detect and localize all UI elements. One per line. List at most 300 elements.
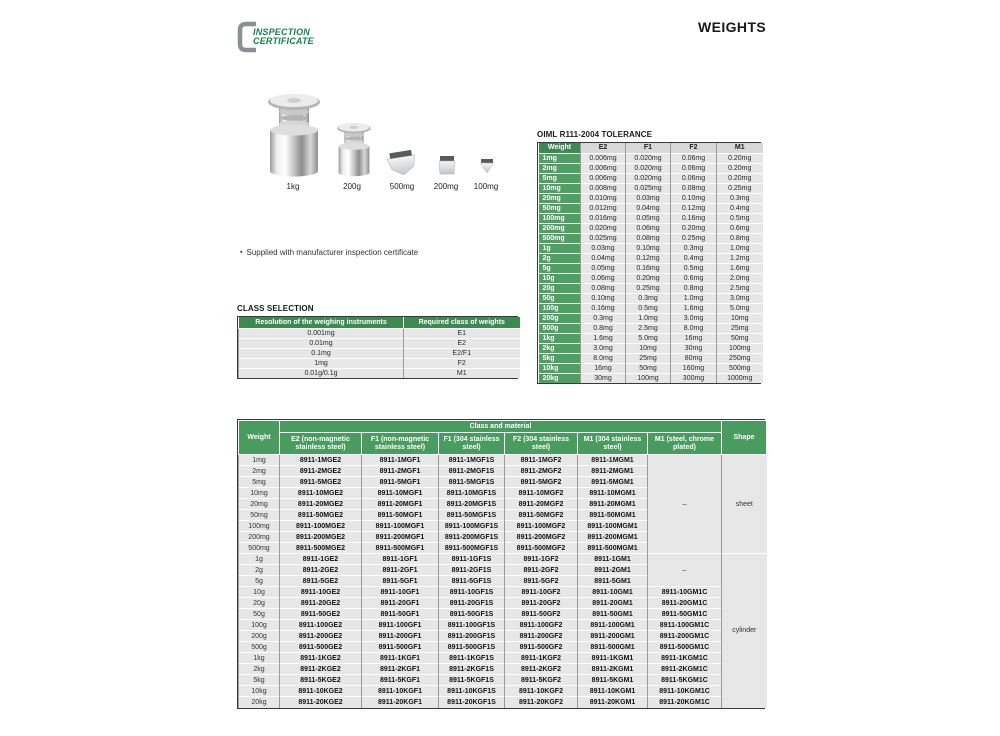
part-number: 8911-10KGF1S — [439, 686, 505, 697]
tolerance-value: 0.08mg — [581, 283, 626, 293]
tolerance-value: 0.8mg — [717, 233, 763, 243]
part-number: 8911-10GF1S — [439, 587, 505, 598]
main-weight: 1kg — [239, 653, 280, 664]
part-number: 8911-1MGM1 — [578, 455, 648, 466]
part-number: 8911-2MGF2 — [505, 466, 578, 477]
part-number: 8911-20GF2 — [505, 598, 578, 609]
table-row — [239, 653, 767, 664]
tolerance-value: 0.016mg — [581, 213, 626, 223]
tolerance-value: 0.3mg — [581, 313, 626, 323]
part-number: 8911-1GM1 — [578, 554, 648, 565]
part-number: 8911-20GE2 — [280, 598, 362, 609]
part-number: 8911-50GM1 — [578, 609, 648, 620]
tolerance-value: 0.20mg — [626, 273, 671, 283]
main-weight: 1g — [239, 554, 280, 565]
tolerance-value: 2.5mg — [717, 283, 763, 293]
tolerance-value: 0.12mg — [671, 203, 717, 213]
page-title: WEIGHTS — [698, 19, 767, 35]
tolerance-section — [537, 130, 761, 384]
part-number: 8911-10KGF1 — [362, 686, 439, 697]
tolerance-value: 0.10mg — [581, 293, 626, 303]
tolerance-header: F1 — [626, 143, 671, 153]
main-header-material: M1 (304 stainless steel) — [578, 433, 648, 455]
tolerance-weight: 20g — [539, 283, 581, 293]
part-number-table — [238, 420, 767, 708]
tolerance-weight: 2mg — [539, 163, 581, 173]
tolerance-header: F2 — [671, 143, 717, 153]
part-number: 8911-5MGE2 — [280, 477, 362, 488]
part-number: 8911-10KGM1C — [648, 686, 722, 697]
tolerance-value: 300mg — [671, 373, 717, 383]
tolerance-value: 0.03mg — [626, 193, 671, 203]
main-weight: 500g — [239, 642, 280, 653]
tolerance-value: 0.25mg — [717, 183, 763, 193]
tolerance-value: 0.06mg — [671, 173, 717, 183]
part-number: 8911-200MGE2 — [280, 532, 362, 543]
tolerance-value: 0.06mg — [626, 223, 671, 233]
tolerance-value: 0.20mg — [717, 173, 763, 183]
shape-value: cylinder — [722, 554, 767, 708]
class-selection-value: 0.1mg — [239, 348, 404, 358]
part-number: 8911-1KGF2 — [505, 653, 578, 664]
tolerance-value: 0.16mg — [581, 303, 626, 313]
part-number: 8911-500MGF2 — [505, 543, 578, 554]
class-selection-header: Required class of weights — [404, 317, 520, 328]
part-number: 8911-1GF1 — [362, 554, 439, 565]
weight-image-1kg — [266, 92, 322, 178]
part-number: 8911-2MGM1 — [578, 466, 648, 477]
part-number: 8911-10GM1 — [578, 587, 648, 598]
table-row — [239, 455, 767, 466]
part-number: 8911-5GF1 — [362, 576, 439, 587]
tolerance-value: 0.3mg — [626, 293, 671, 303]
part-number: 8911-10GF2 — [505, 587, 578, 598]
main-header-material: F2 (304 stainless steel) — [505, 433, 578, 455]
part-number: 8911-1KGM1 — [578, 653, 648, 664]
part-number: 8911-500GE2 — [280, 642, 362, 653]
tolerance-weight: 100g — [539, 303, 581, 313]
weight-label-200mg: 200mg — [433, 182, 459, 191]
part-number: 8911-10MGE2 — [280, 488, 362, 499]
part-number: 8911-5KGF1 — [362, 675, 439, 686]
part-number: 8911-200GM1 — [578, 631, 648, 642]
tolerance-value: 30mg — [671, 343, 717, 353]
class-selection-value: E1 — [404, 328, 520, 338]
main-header-weight: Weight — [239, 421, 280, 455]
product-images — [262, 90, 512, 198]
tolerance-value: 0.008mg — [581, 183, 626, 193]
tolerance-weight: 20kg — [539, 373, 581, 383]
tolerance-value: 160mg — [671, 363, 717, 373]
part-number: 8911-1KGM1C — [648, 653, 722, 664]
part-number: 8911-5KGF1S — [439, 675, 505, 686]
part-number: 8911-1MGF1 — [362, 455, 439, 466]
part-number: 8911-2GE2 — [280, 565, 362, 576]
class-selection-value: 1mg — [239, 358, 404, 368]
part-number: 8911-500GF2 — [505, 642, 578, 653]
tolerance-value: 0.16mg — [626, 263, 671, 273]
tolerance-weight: 5mg — [539, 173, 581, 183]
part-number: 8911-100MGF1S — [439, 521, 505, 532]
part-number: 8911-200GF1S — [439, 631, 505, 642]
part-number: 8911-10MGF2 — [505, 488, 578, 499]
tolerance-value: 0.20mg — [717, 163, 763, 173]
tolerance-value: 0.10mg — [626, 243, 671, 253]
tolerance-value: 0.20mg — [717, 153, 763, 163]
part-number: 8911-20MGM1 — [578, 499, 648, 510]
tolerance-value: 3.0mg — [581, 343, 626, 353]
tolerance-value: 80mg — [671, 353, 717, 363]
class-selection-value: 0.001mg — [239, 328, 404, 338]
main-weight: 20mg — [239, 499, 280, 510]
tolerance-weight: 500mg — [539, 233, 581, 243]
part-number: 8911-50MGF2 — [505, 510, 578, 521]
tolerance-weight: 1g — [539, 243, 581, 253]
class-selection-header: Resolution of the weighing instruments — [239, 317, 404, 328]
part-number: 8911-500MGF1S — [439, 543, 505, 554]
tolerance-value: 3.0mg — [717, 293, 763, 303]
tolerance-weight: 100mg — [539, 213, 581, 223]
part-number: 8911-200MGM1 — [578, 532, 648, 543]
tolerance-value: 0.06mg — [671, 153, 717, 163]
tolerance-value: 1.0mg — [626, 313, 671, 323]
part-number: 8911-2KGM1 — [578, 664, 648, 675]
certificate-note — [240, 248, 418, 257]
tolerance-value: 0.3mg — [671, 243, 717, 253]
part-number: 8911-1MGE2 — [280, 455, 362, 466]
part-number: 8911-1GF1S — [439, 554, 505, 565]
part-number: 8911-5MGF2 — [505, 477, 578, 488]
part-number: 8911-10MGM1 — [578, 488, 648, 499]
part-number: 8911-100GF1S — [439, 620, 505, 631]
main-weight: 100g — [239, 620, 280, 631]
tolerance-weight: 10kg — [539, 363, 581, 373]
tolerance-value: 10mg — [717, 313, 763, 323]
part-number: 8911-20MGE2 — [280, 499, 362, 510]
shape-value: sheet — [722, 455, 767, 554]
part-number: 8911-500MGF1 — [362, 543, 439, 554]
weight-label-100mg: 100mg — [473, 182, 499, 191]
part-number: 8911-2GM1 — [578, 565, 648, 576]
main-weight: 200mg — [239, 532, 280, 543]
part-number: 8911-20KGF2 — [505, 697, 578, 708]
part-number: 8911-500GF1 — [362, 642, 439, 653]
tolerance-value: 0.06mg — [671, 163, 717, 173]
tolerance-value: 25mg — [717, 323, 763, 333]
part-number: 8911-200GF1 — [362, 631, 439, 642]
part-number: 8911-200GE2 — [280, 631, 362, 642]
weight-label-200g: 200g — [343, 182, 361, 191]
part-number: 8911-100GM1C — [648, 620, 722, 631]
table-row — [239, 697, 767, 708]
tolerance-header: Weight — [539, 143, 581, 153]
main-header-material: E2 (non-magnetic stainless steel) — [280, 433, 362, 455]
part-number: 8911-2MGF1 — [362, 466, 439, 477]
part-number: 8911-200GM1C — [648, 631, 722, 642]
logo-line2: CERTIFICATE — [253, 36, 314, 46]
part-number: 8911-20KGM1 — [578, 697, 648, 708]
tolerance-value: 0.03mg — [581, 243, 626, 253]
tolerance-value: 1.6mg — [717, 263, 763, 273]
tolerance-table — [538, 143, 763, 383]
part-number: 8911-20GM1C — [648, 598, 722, 609]
part-number: 8911-50GF1 — [362, 609, 439, 620]
tolerance-value: 0.3mg — [717, 193, 763, 203]
tolerance-value: 8.0mg — [581, 353, 626, 363]
part-number: 8911-10KGM1 — [578, 686, 648, 697]
main-weight: 5mg — [239, 477, 280, 488]
tolerance-value: 0.08mg — [671, 183, 717, 193]
part-number: 8911-50MGM1 — [578, 510, 648, 521]
part-number: 8911-10KGF2 — [505, 686, 578, 697]
tolerance-value: 0.5mg — [717, 213, 763, 223]
tolerance-value: 500mg — [717, 363, 763, 373]
part-number-section — [237, 419, 765, 709]
inspection-certificate-logo — [236, 19, 346, 53]
tolerance-value: 0.20mg — [671, 223, 717, 233]
main-header-shape: Shape — [722, 421, 767, 455]
class-selection-value: F2 — [404, 358, 520, 368]
tolerance-value: 0.4mg — [717, 203, 763, 213]
tolerance-value: 0.010mg — [581, 193, 626, 203]
part-number: 8911-200MGF1 — [362, 532, 439, 543]
part-number: 8911-20MGF1 — [362, 499, 439, 510]
tolerance-weight: 50g — [539, 293, 581, 303]
part-number: 8911-50GE2 — [280, 609, 362, 620]
tolerance-value: 250mg — [717, 353, 763, 363]
tolerance-header: M1 — [717, 143, 763, 153]
class-selection-value: E2/F1 — [404, 348, 520, 358]
part-number: 8911-500GM1C — [648, 642, 722, 653]
tolerance-value: 0.012mg — [581, 203, 626, 213]
part-number: 8911-500MGM1 — [578, 543, 648, 554]
class-selection-table — [238, 317, 520, 378]
tolerance-value: 1000mg — [717, 373, 763, 383]
part-number: 8911-50GF1S — [439, 609, 505, 620]
part-number: 8911-100GM1 — [578, 620, 648, 631]
logo-line1: INSPECTION — [253, 27, 311, 37]
part-number: 8911-2KGF1 — [362, 664, 439, 675]
tolerance-value: 0.006mg — [581, 173, 626, 183]
tolerance-weight: 500g — [539, 323, 581, 333]
weight-label-1kg: 1kg — [286, 182, 300, 191]
tolerance-value: 0.8mg — [581, 323, 626, 333]
main-weight: 5g — [239, 576, 280, 587]
part-number: 8911-20KGF1S — [439, 697, 505, 708]
main-weight: 2mg — [239, 466, 280, 477]
part-number: 8911-50MGE2 — [280, 510, 362, 521]
tolerance-header: E2 — [581, 143, 626, 153]
main-header-group: Class and material — [280, 421, 722, 433]
table-row — [239, 620, 767, 631]
weight-image-100mg — [477, 156, 497, 178]
part-number: 8911-5KGM1 — [578, 675, 648, 686]
table-row — [239, 587, 767, 598]
tolerance-value: 0.020mg — [626, 173, 671, 183]
tolerance-value: 16mg — [671, 333, 717, 343]
part-number: 8911-100GF2 — [505, 620, 578, 631]
part-number: 8911-5MGF1S — [439, 477, 505, 488]
part-number: 8911-200MGF1S — [439, 532, 505, 543]
part-number: 8911-100GE2 — [280, 620, 362, 631]
part-number: 8911-20MGF2 — [505, 499, 578, 510]
tolerance-value: 0.04mg — [581, 253, 626, 263]
tolerance-value: 0.08mg — [626, 233, 671, 243]
part-number: 8911-5GE2 — [280, 576, 362, 587]
tolerance-value: 0.006mg — [581, 163, 626, 173]
main-weight: 500mg — [239, 543, 280, 554]
part-number: 8911-20GF1S — [439, 598, 505, 609]
part-number: 8911-10MGF1S — [439, 488, 505, 499]
main-weight: 200g — [239, 631, 280, 642]
tolerance-value: 16mg — [581, 363, 626, 373]
tolerance-value: 0.8mg — [671, 283, 717, 293]
tolerance-value: 0.020mg — [626, 153, 671, 163]
main-weight: 10mg — [239, 488, 280, 499]
tolerance-weight: 20mg — [539, 193, 581, 203]
main-weight: 50mg — [239, 510, 280, 521]
tolerance-value: 0.4mg — [671, 253, 717, 263]
tolerance-weight: 50mg — [539, 203, 581, 213]
table-row — [239, 631, 767, 642]
tolerance-value: 0.16mg — [671, 213, 717, 223]
note-text: Supplied with manufacturer inspection certificate — [246, 248, 419, 257]
tolerance-value: 0.6mg — [717, 223, 763, 233]
tolerance-value: 0.025mg — [581, 233, 626, 243]
class-selection-value: 0.01mg — [239, 338, 404, 348]
tolerance-weight: 2g — [539, 253, 581, 263]
tolerance-value: 1.6mg — [581, 333, 626, 343]
main-header-material: F1 (non-magnetic stainless steel) — [362, 433, 439, 455]
part-number: 8911-5MGM1 — [578, 477, 648, 488]
part-number: 8911-10GE2 — [280, 587, 362, 598]
main-weight: 100mg — [239, 521, 280, 532]
part-number: 8911-100MGM1 — [578, 521, 648, 532]
tolerance-value: 0.6mg — [671, 273, 717, 283]
logo-text — [253, 28, 314, 46]
part-number: 8911-20GF1 — [362, 598, 439, 609]
table-row — [239, 686, 767, 697]
main-header-material: M1 (steel, chrome plated) — [648, 433, 722, 455]
tolerance-value: 0.05mg — [581, 263, 626, 273]
table-row — [239, 642, 767, 653]
tolerance-value: 0.020mg — [626, 163, 671, 173]
tolerance-value: 100mg — [717, 343, 763, 353]
tolerance-weight: 200g — [539, 313, 581, 323]
main-weight: 2g — [239, 565, 280, 576]
part-number: 8911-100MGE2 — [280, 521, 362, 532]
part-number: 8911-100GF1 — [362, 620, 439, 631]
part-number: 8911-20KGE2 — [280, 697, 362, 708]
tolerance-value: 30mg — [581, 373, 626, 383]
part-number: 8911-20KGM1C — [648, 697, 722, 708]
tolerance-value: 0.25mg — [671, 233, 717, 243]
part-number: 8911-1MGF1S — [439, 455, 505, 466]
part-number: 8911-50MGF1S — [439, 510, 505, 521]
part-number: 8911-2GF1S — [439, 565, 505, 576]
part-number: 8911-5GF2 — [505, 576, 578, 587]
part-number: 8911-500GM1 — [578, 642, 648, 653]
weight-label-500mg: 500mg — [389, 182, 415, 191]
part-number: 8911-10MGF1 — [362, 488, 439, 499]
part-number: 8911-50GF2 — [505, 609, 578, 620]
tolerance-weight: 200mg — [539, 223, 581, 233]
main-weight: 10g — [239, 587, 280, 598]
tolerance-value: 1.2mg — [717, 253, 763, 263]
tolerance-value: 0.5mg — [626, 303, 671, 313]
part-number: 8911-1KGF1 — [362, 653, 439, 664]
weight-image-500mg — [384, 148, 420, 178]
part-number: 8911-20GM1 — [578, 598, 648, 609]
no-part-dash: – — [648, 554, 722, 587]
part-number: 8911-1KGE2 — [280, 653, 362, 664]
tolerance-value: 0.020mg — [581, 223, 626, 233]
no-part-dash: – — [648, 455, 722, 554]
main-weight: 1mg — [239, 455, 280, 466]
part-number: 8911-2KGE2 — [280, 664, 362, 675]
main-weight: 2kg — [239, 664, 280, 675]
weight-image-200mg — [436, 153, 458, 178]
tolerance-value: 3.0mg — [671, 313, 717, 323]
tolerance-weight: 5g — [539, 263, 581, 273]
tolerance-weight: 5kg — [539, 353, 581, 363]
bullet-icon: ▪ — [240, 249, 243, 256]
part-number: 8911-10GM1C — [648, 587, 722, 598]
table-row — [239, 598, 767, 609]
tolerance-weight: 1kg — [539, 333, 581, 343]
part-number: 8911-100MGF1 — [362, 521, 439, 532]
table-row — [239, 664, 767, 675]
tolerance-value: 1.0mg — [717, 243, 763, 253]
class-selection-value: M1 — [404, 368, 520, 378]
part-number: 8911-2KGF1S — [439, 664, 505, 675]
tolerance-value: 0.04mg — [626, 203, 671, 213]
tolerance-value: 2.0mg — [717, 273, 763, 283]
class-selection-value: E2 — [404, 338, 520, 348]
part-number: 8911-1KGF1S — [439, 653, 505, 664]
tolerance-value: 5.0mg — [717, 303, 763, 313]
tolerance-value: 1.6mg — [671, 303, 717, 313]
part-number: 8911-2KGM1C — [648, 664, 722, 675]
part-number: 8911-5KGF2 — [505, 675, 578, 686]
main-weight: 20kg — [239, 697, 280, 708]
part-number: 8911-2GF2 — [505, 565, 578, 576]
part-number: 8911-1GE2 — [280, 554, 362, 565]
main-weight: 5kg — [239, 675, 280, 686]
main-header-material: F1 (304 stainless steel) — [439, 433, 505, 455]
part-number: 8911-100MGF2 — [505, 521, 578, 532]
part-number: 8911-50MGF1 — [362, 510, 439, 521]
part-number: 8911-20MGF1S — [439, 499, 505, 510]
main-weight: 10kg — [239, 686, 280, 697]
part-number: 8911-200MGF2 — [505, 532, 578, 543]
class-selection-section — [237, 304, 518, 379]
part-number: 8911-5KGM1C — [648, 675, 722, 686]
part-number: 8911-50GM1C — [648, 609, 722, 620]
part-number: 8911-20KGF1 — [362, 697, 439, 708]
part-number: 8911-500GF1S — [439, 642, 505, 653]
class-selection-title: CLASS SELECTION — [237, 304, 314, 313]
part-number: 8911-1MGF2 — [505, 455, 578, 466]
part-number: 8911-200GF2 — [505, 631, 578, 642]
tolerance-value: 5.0mg — [626, 333, 671, 343]
tolerance-weight: 10mg — [539, 183, 581, 193]
tolerance-weight: 2kg — [539, 343, 581, 353]
tolerance-value: 0.05mg — [626, 213, 671, 223]
part-number: 8911-2GF1 — [362, 565, 439, 576]
tolerance-weight: 1mg — [539, 153, 581, 163]
main-weight: 20g — [239, 598, 280, 609]
